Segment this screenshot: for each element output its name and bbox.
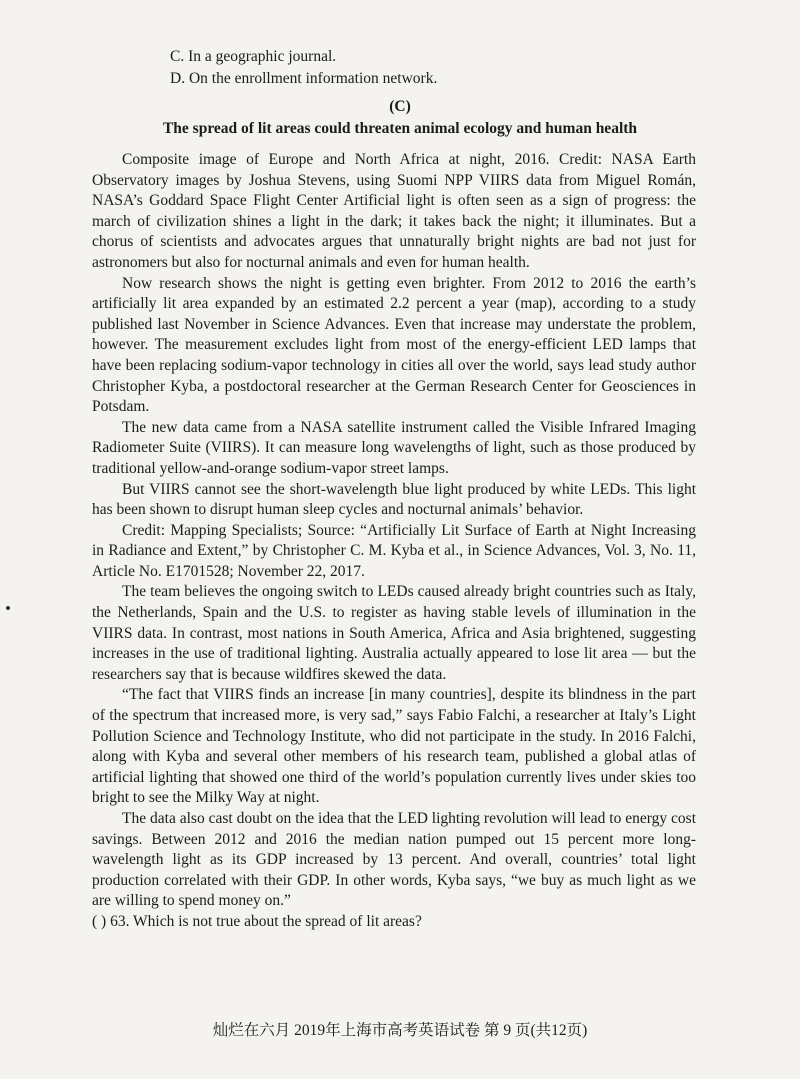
passage-title: The spread of lit areas could threaten animal ecology and human health	[162, 120, 638, 137]
margin-dot	[6, 606, 10, 610]
question-63: ( ) 63. Which is not true about the spread of lit areas?	[92, 912, 422, 930]
paragraph: “The fact that VIIRS finds an increase [in many countries], despite its blindness in the part of the spectrum that increased more, is very sad,” says Fabio Falchi, a researcher at Italy’s Light Pollution Science and Technology Institute, who did not participate in the study. In 2016 Falchi, along with Kyba and several other members of his research team, published a global atlas of artificial lighting that showed one third of the world’s population currently lives under skies too bright to see the Milky Way at night.	[92, 686, 696, 807]
section-label: (C)	[389, 98, 411, 115]
paragraph: But VIIRS cannot see the short-wavelength blue light produced by white LEDs. This light has been shown to disrupt human sleep cycles and nocturnal animals’ behavior.	[92, 480, 696, 519]
passage-body	[92, 150, 696, 933]
paragraph: The new data came from a NASA satellite instrument called the Visible Infrared Imaging Radiometer Suite (VIIRS). It can measure long wavelengths of light, such as those produced by traditional yellow-and-orange sodium-vapor street lamps.	[92, 418, 696, 477]
option-c: C. In a geographic journal.	[170, 48, 337, 65]
option-d: D. On the enrollment information network.	[170, 70, 438, 87]
paragraph: The team believes the ongoing switch to LEDs caused already bright countries such as Italy, the Netherlands, Spain and the U.S. to register as having stable levels of illumination in the VIIRS data. In contrast, most nations in South America, Africa and Asia brightened, suggesting increases in the use of traditional lighting. Australia actually appeared to lose lit area — but the researchers say that is because wildfires skewed the data.	[92, 583, 696, 683]
paragraph: The data also cast doubt on the idea that the LED lighting revolution will lead to energy cost savings. Between 2012 and 2016 the median nation pumped out 15 percent more long-wavelength light as its GDP increased by 13 percent. And overall, countries’ total light production correlated with their GDP. In other words, Kyba says, “we buy as much light as we are willing to spend money on.”	[92, 810, 696, 910]
paragraph: Credit: Mapping Specialists; Source: “Artificially Lit Surface of Earth at Night Increasing in Radiance and Extent,” by Christopher C. M. Kyba et al., in Science Advances, Vol. 3, No. 11, Article No. E1701528; November 22, 2017.	[92, 521, 696, 580]
paragraph: Now research shows the night is getting even brighter. From 2012 to 2016 the earth’s artificially lit area expanded by an estimated 2.2 percent a year (map), according to a study published last November in Science Advances. Even that increase may understate the problem, however. The measurement excludes light from most of the energy-efficient LED lamps that have been replacing sodium-vapor technology in cities all over the world, says lead study author Christopher Kyba, a postdoctoral researcher at the German Research Center for Geosciences in Potsdam.	[92, 274, 696, 416]
paragraph: Composite image of Europe and North Africa at night, 2016. Credit: NASA Earth Observatory images by Joshua Stevens, using Suomi NPP VIIRS data from Miguel Román, NASA’s Goddard Space Flight Center Artificial light is often seen as a sign of progress: the march of civilization shines a light in the dark; it takes back the night; it illuminates. But a chorus of scientists and advocates argues that unnaturally bright nights are bad not just for astronomers but also for nocturnal animals and even for human health.	[92, 151, 696, 271]
answer-options	[170, 46, 437, 90]
page-footer: 灿烂在六月 2019年上海市高考英语试卷 第 9 页(共12页)	[212, 1022, 588, 1039]
